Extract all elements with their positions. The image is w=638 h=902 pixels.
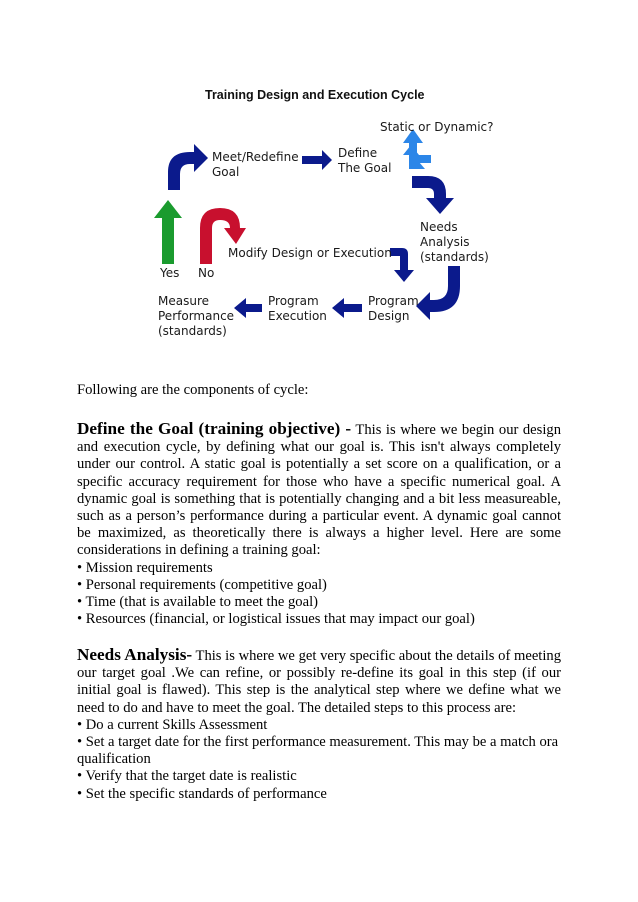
list-item: • Personal requirements (competitive goal): [77, 576, 327, 593]
yes-up-arrow-icon: [154, 200, 182, 264]
section-define-goal: [77, 420, 561, 628]
section-needs-analysis: [77, 646, 561, 803]
static-dynamic-label: Static or Dynamic?: [380, 120, 494, 134]
section2-heading: Needs Analysis-: [77, 645, 193, 664]
section1-body: This is where we begin our design and execution cycle, by defining what our goal is. This isn't always completely under our control. A static goal is potentially a set score on a qualification, or a specific accuracy requirement for those who have a specific numerical goal. A dynamic goal is something that is potentially changing and a bit less measureable, such as a person’s performance during a particular event. A dynamic goal cannot be maximized, as theoretically there is always a higher level. Here are some considerations in defining a training goal:: [77, 422, 561, 559]
list-item: • Time (that is available to meet the goal): [77, 594, 318, 611]
list-item: • Set the specific standards of performance: [77, 785, 327, 802]
design-to-execution-arrow-icon: [332, 298, 362, 318]
intro-line: Following are the components of cycle:: [77, 382, 309, 398]
section2-body: This is where we get very specific about the details of meeting our target goal .We can refine, or possibly re-define its goal in this step (if our initial goal is flawed). This step is the analytical step where we define what we need to do and have to meet the goal. The detailed steps to this process are:: [77, 648, 561, 716]
program-execution-label: Program Execution: [268, 294, 327, 323]
section1-bullets: [77, 560, 561, 629]
modify-down-arrow-icon: [390, 248, 414, 282]
meet-redefine-label: Meet/Redefine Goal: [212, 150, 299, 179]
intro-text: [77, 382, 561, 399]
section1-paragraph: [77, 420, 561, 560]
no-label: No: [198, 266, 215, 280]
list-item: • Verify that the target date is realistic: [77, 768, 297, 785]
section1-heading: Define the Goal (training objective) -: [77, 419, 352, 438]
define-to-needs-arrow-icon: [412, 176, 454, 214]
needs-analysis-label: Needs Analysis (standards): [420, 220, 489, 264]
execution-to-measure-arrow-icon: [234, 298, 262, 318]
list-item: • Resources (financial, or logistical issues that may impact our goal): [77, 611, 475, 628]
section2-paragraph: [77, 646, 561, 717]
program-design-label: Program Design: [368, 294, 419, 323]
corner-up-right-arrow-icon: [168, 144, 208, 190]
meet-to-define-arrow-icon: [302, 150, 332, 170]
measure-performance-label: Measure Performance (standards): [158, 294, 235, 338]
list-item: • Do a current Skills Assessment: [77, 716, 268, 733]
needs-to-design-arrow-icon: [416, 266, 460, 320]
define-goal-label: Define The Goal: [338, 146, 392, 175]
yes-label: Yes: [160, 266, 180, 280]
list-item: • Set a target date for the first performance measurement. This may be a match ora qualification: [77, 734, 559, 768]
list-item: • Mission requirements: [77, 559, 213, 576]
section2-bullets: [77, 717, 561, 803]
modify-label: Modify Design or Execution: [228, 246, 392, 260]
training-cycle-diagram: [150, 80, 510, 350]
diagram-title: Training Design and Execution Cycle: [205, 88, 425, 102]
